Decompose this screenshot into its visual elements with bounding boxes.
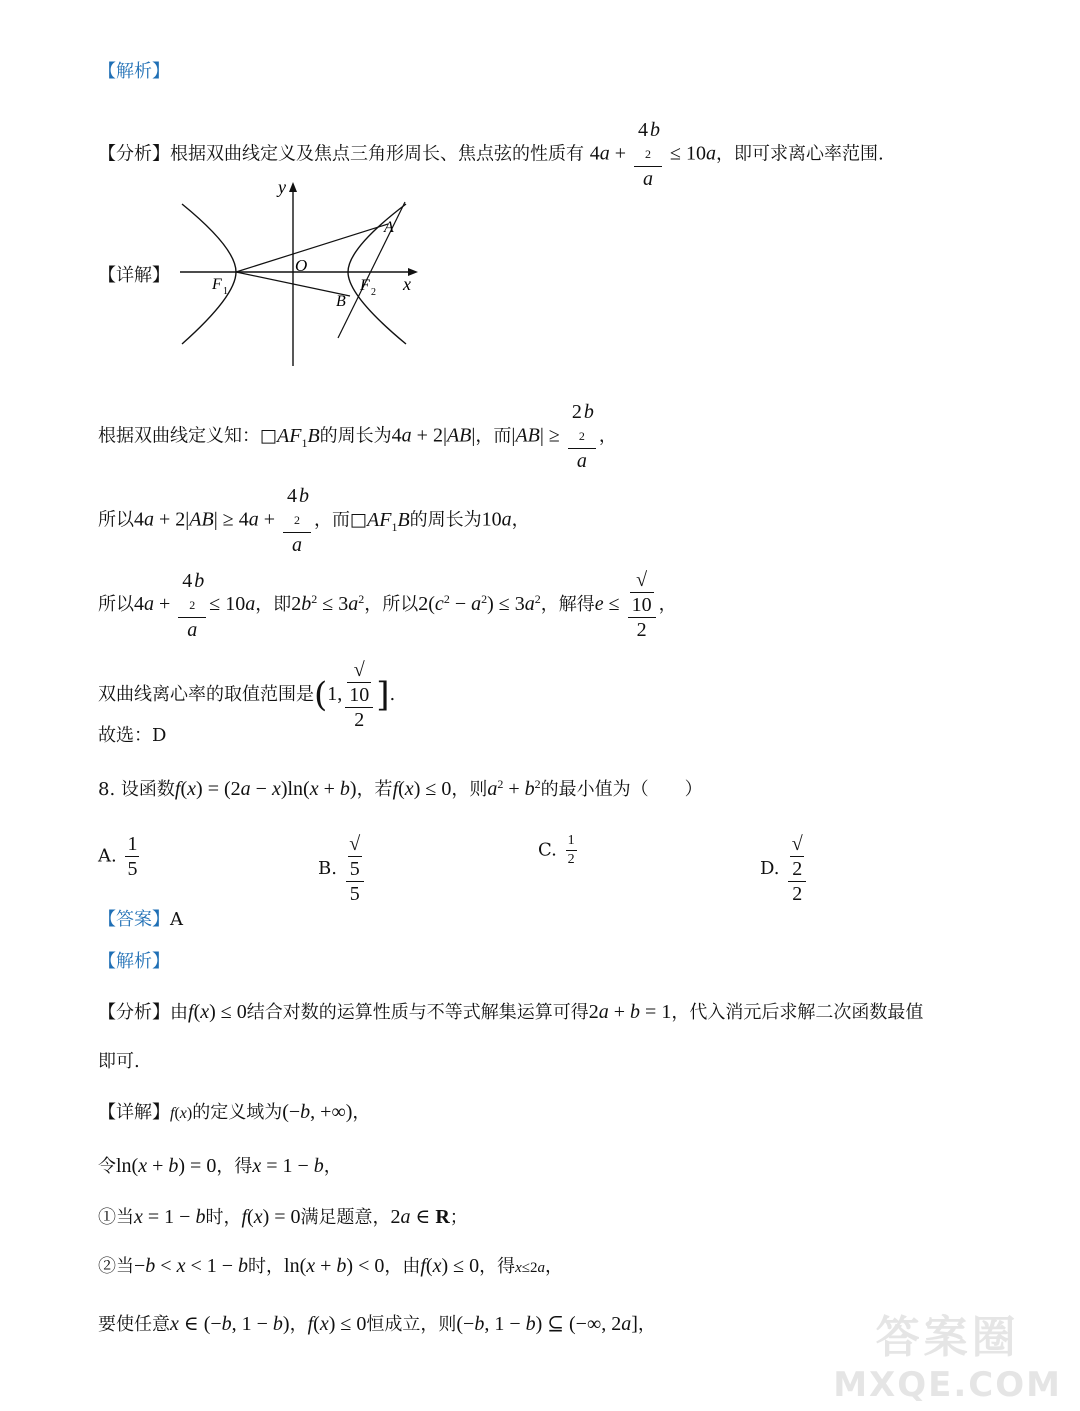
detail-line-1: 根据双曲线定义知：$□AF_1B$的周长为4a + 2|AB|，而|AB| ≥ 2 b 2 a ，: [98, 401, 617, 472]
fraction-4b2-over-a: 4 b 2 a: [283, 484, 311, 557]
text: ，若: [356, 779, 393, 800]
text: ，所以: [364, 594, 419, 615]
option-letter: C.: [538, 839, 557, 861]
detail-line-q8-3: ①当x = 1 − b时，f(x) = 0满足题意，2a ∈ R；: [98, 1206, 468, 1228]
label-y: y: [278, 178, 286, 197]
text: 根据双曲线定义知：: [98, 425, 260, 447]
option-letter: B.: [318, 858, 337, 879]
option-a[interactable]: [98, 832, 142, 881]
text: 双曲线离心率的取值范围是: [98, 684, 314, 705]
text: ，得: [479, 1256, 516, 1277]
option-fraction: √ 5 5: [346, 832, 364, 906]
text: 恒成立，则: [366, 1314, 457, 1335]
text: ，而: [314, 509, 350, 531]
detail-line-q8-1: 【详解】f(x)的定义域为(−b, +∞)，: [98, 1101, 371, 1123]
fraction-4b2-over-a: 4 b 2 a: [178, 569, 206, 642]
watermark-top: 答案圈: [875, 1312, 1020, 1363]
text: 时，: [205, 1207, 242, 1228]
label-O: O: [295, 256, 308, 275]
label-F1-sub: 1: [223, 286, 228, 297]
text: ，代入消元后求解二次函数最值: [671, 1002, 924, 1023]
label-x: x: [403, 274, 411, 294]
label-F1: F: [212, 276, 222, 293]
detail-line-3: 所以4a + 4 b 2 a ≤ 10a，即$2b^2 \le 3a^2$，所以$2(c^2 - a^2) \le 3a^2$，解得e ≤ √ 10 2 ，: [98, 569, 677, 641]
left-branch: [182, 204, 236, 344]
option-fraction: $\frac{1}{5}$: [127, 833, 138, 880]
option-b[interactable]: [318, 832, 367, 906]
analysis-text: 根据双曲线定义及焦点三角形周长、焦点弦的性质有: [170, 143, 584, 165]
option-fraction: $\frac{1}{2}$: [567, 833, 575, 867]
detail-line-q8-5: 要使任意x ∈ (−b, 1 − b)，f(x) ≤ 0恒成立，则(−b, 1 − b) ⊆ (−∞, 2a]，: [98, 1313, 656, 1335]
text: ，则: [451, 779, 488, 800]
q8-stem: 8. 设函数f(x) = (2a − x)ln(x + b)，若f(x) ≤ 0，则$a^2 + b^2$的最小值为（ ）: [98, 777, 703, 800]
fraction-sqrt10-over-2: √ 10 2: [628, 568, 656, 642]
analysis-line-q7: 【分析】根据双曲线定义及焦点三角形周长、焦点弦的性质有 4a + 4 b 2 a ≤ 10a，即可求离心率范围.: [98, 119, 884, 190]
watermark-bottom: MXQE.COM: [833, 1365, 1062, 1405]
analysis-label: 【分析】: [98, 143, 170, 165]
analysis-text-end: ，即可求离心率范围.: [716, 143, 884, 165]
text: 的周长为: [409, 509, 482, 531]
y-axis-arrow: [289, 182, 297, 192]
option-c[interactable]: [538, 832, 580, 869]
analysis-line-q8: 【分析】由f(x) ≤ 0结合对数的运算性质与不等式解集运算可得2a + b = 1，代入消元后求解二次函数最值: [98, 1001, 924, 1023]
answer-line: [98, 906, 183, 934]
detail-label: 【详解】: [98, 265, 170, 286]
solution-label-q8: 【解析】: [98, 951, 170, 972]
text: 时，: [248, 1256, 285, 1277]
question-number: 8.: [98, 779, 116, 800]
fraction-2b2-over-a: 2 b 2 a: [568, 400, 596, 473]
hyperbola-diagram: [170, 178, 430, 373]
label-F2: F: [360, 277, 370, 294]
text: 令: [98, 1156, 116, 1177]
detail-line-2: 所以4a + 2|AB| ≥ 4a + 4 b 2 a ，而$□AF_1B$的周长为10a，: [98, 485, 530, 556]
text: 的定义域为: [192, 1102, 283, 1123]
fraction-sqrt10-over-2: √ 10 2: [345, 658, 373, 732]
detail-label: 【详解】: [98, 1102, 170, 1123]
text: 由: [170, 1002, 188, 1023]
text: 的周长为: [319, 425, 392, 447]
detail-line-q8-2: 令ln(x + b) = 0，得x = 1 − b，: [98, 1155, 342, 1177]
text: ，解得: [540, 594, 595, 615]
text: ①当: [98, 1207, 134, 1228]
text: 所以: [98, 594, 134, 615]
text: ②当: [98, 1256, 134, 1277]
text: 所以: [98, 509, 134, 531]
fraction-4b2-over-a: 4 b 2 a: [634, 118, 662, 191]
text: ，得: [216, 1156, 253, 1177]
label-F2-sub: 2: [371, 287, 376, 298]
label-A: A: [384, 219, 394, 236]
right-branch: [348, 204, 406, 344]
answer-value: A: [170, 909, 183, 930]
text: 要使任意: [98, 1314, 170, 1335]
text: 满足题意，: [300, 1207, 391, 1228]
analysis-label: 【分析】: [98, 1002, 170, 1023]
text: ，由: [384, 1256, 421, 1277]
text: ，而: [475, 425, 512, 447]
text: 的最小值为（ ）: [540, 779, 703, 800]
text: 设函数: [120, 779, 175, 800]
text: ，: [289, 1314, 308, 1335]
option-fraction: √ 2 2: [788, 832, 806, 906]
analysis-cont: 即可.: [98, 1051, 140, 1072]
choice-line: 故选：D: [98, 725, 167, 746]
option-letter: D.: [760, 858, 780, 879]
watermark-logo: [833, 1301, 1062, 1405]
detail-line-q8-4: ②当−b < x < 1 − b时，ln(x + b) < 0，由f(x) ≤ 0，得x≤2a，: [98, 1255, 564, 1277]
option-letter: A.: [98, 845, 117, 867]
side-F1A: [236, 224, 388, 272]
solution-label: 【解析】: [98, 61, 170, 82]
text: 结合对数的运算性质与不等式解集运算可得: [246, 1002, 589, 1023]
answer-label: 【答案】: [98, 909, 170, 930]
detail-line-4: 双曲线离心率的取值范围是(1, √ 10 2 ].: [98, 659, 396, 731]
label-B: B: [336, 293, 346, 310]
option-d[interactable]: [760, 832, 809, 906]
text: ，即: [255, 594, 292, 615]
